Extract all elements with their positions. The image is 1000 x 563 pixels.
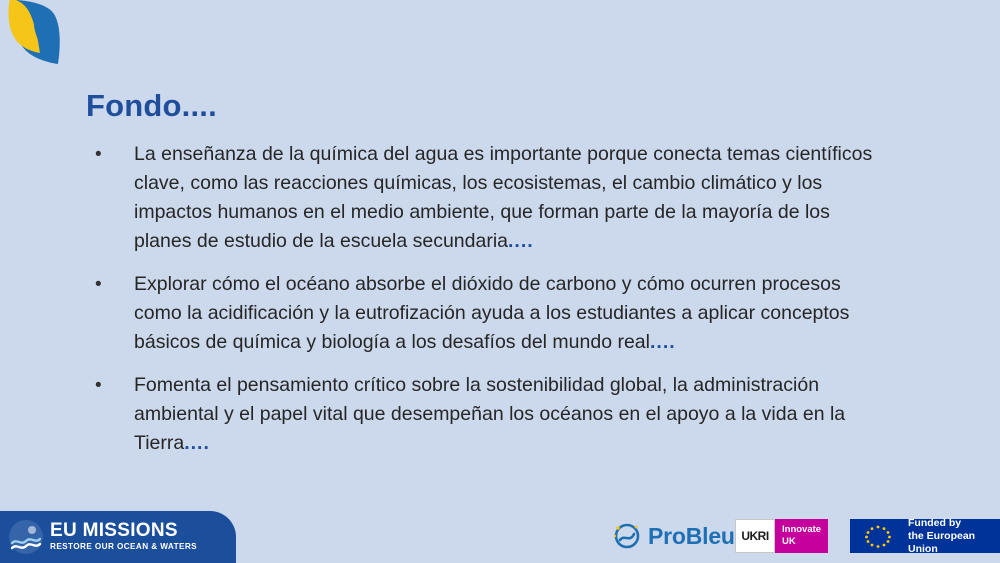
list-item	[92, 140, 892, 256]
page-title: Fondo....	[86, 88, 217, 123]
bullet-tail: ....	[649, 331, 676, 353]
eu-missions-title: EU MISSIONS	[50, 520, 178, 541]
problue-logo	[612, 521, 735, 551]
bullet-body: Explorar cómo el océano absorbe el dióxido de carbono y cómo ocurren procesos como la acidificación y la eutrofización ayuda a los estudiantes a aplicar conceptos básicos de química y biología a los desafíos del mundo real	[134, 273, 850, 353]
bullet-body: Fomenta el pensamiento crítico sobre la sostenibilidad global, la administración ambiental y el papel vital que desempeñan los océanos en el apoyo a la vida en la Tierra	[134, 374, 846, 454]
innovate-line1: Innovate	[782, 524, 822, 535]
bullet-marker: •	[95, 375, 102, 396]
eu-missions-logo	[0, 511, 236, 563]
bullet-tail: ....	[508, 230, 534, 252]
eu-flag-icon	[856, 521, 900, 551]
innovate-line2: UK	[782, 536, 796, 547]
eu-funding-badge	[850, 516, 1000, 555]
bullet-marker: •	[95, 274, 102, 295]
wave-icon	[8, 519, 44, 555]
problue-mark-icon	[612, 521, 642, 551]
problue-wordmark: ProBleu	[648, 522, 735, 549]
bullet-marker: •	[95, 144, 102, 165]
bullet-body: La enseñanza de la química del agua es importante porque conecta temas científicos clave, como las reacciones químicas, los ecosistemas, el cambio climático y los impactos humanos en el medio ambiente, que forman parte de la mayoría de los planes de estudio de la escuela secundaria	[134, 143, 873, 252]
innovate-uk-badge	[775, 519, 828, 553]
list-item	[92, 371, 892, 458]
bullet-paragraph	[134, 140, 892, 256]
ukri-acronym	[735, 519, 775, 553]
bullet-list	[92, 140, 892, 472]
eu-funding-text	[908, 517, 992, 556]
ukri-acronym-text: UKRI	[741, 528, 769, 543]
list-item	[92, 270, 892, 357]
bullet-paragraph	[134, 270, 892, 357]
slide-footer	[0, 507, 1000, 563]
bullet-tail: ....	[184, 432, 210, 454]
eu-funding-line2: the European Union	[908, 529, 976, 555]
eu-missions-subtitle: RESTORE OUR OCEAN & WATERS	[50, 542, 198, 551]
ukri-logo	[735, 519, 828, 553]
bullet-paragraph	[134, 371, 892, 458]
eu-funding-line1: Funded by	[908, 516, 962, 529]
